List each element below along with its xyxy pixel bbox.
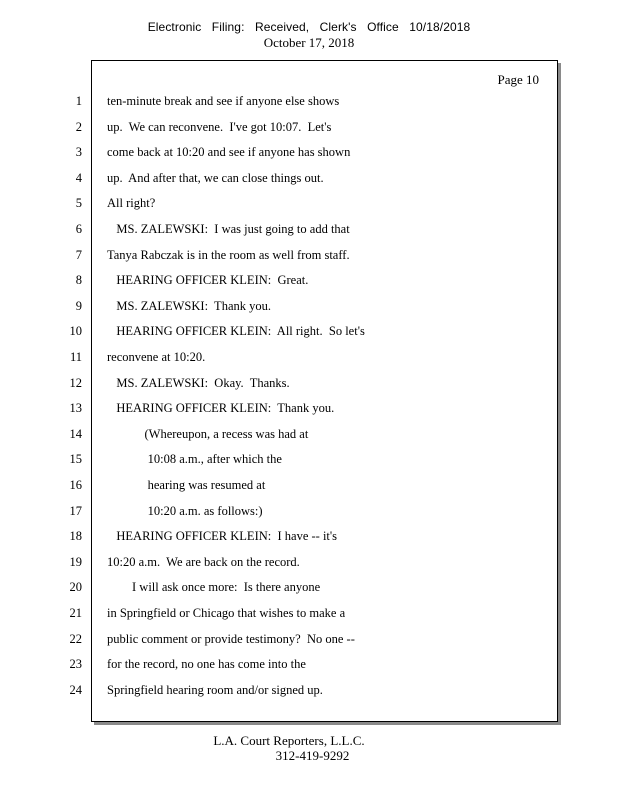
line-number: 19 — [69, 555, 82, 569]
line-number: 20 — [69, 580, 82, 594]
line-number: 15 — [69, 452, 82, 466]
line-text: (Whereupon, a recess was had at — [107, 427, 309, 441]
line-text: public comment or provide testimony? No one -- — [107, 632, 355, 646]
line-text: up. And after that, we can close things out. — [107, 171, 324, 185]
line-number: 5 — [75, 196, 82, 210]
line-text: HEARING OFFICER KLEIN: Great. — [107, 273, 309, 287]
line-number: 7 — [75, 248, 82, 262]
line-text: Tanya Rabczak is in the room as well from staff. — [107, 248, 350, 262]
line-text: HEARING OFFICER KLEIN: I have -- it's — [107, 529, 338, 543]
line-text: come back at 10:20 and see if anyone has shown — [107, 145, 351, 159]
line-text: MS. ZALEWSKI: Thank you. — [107, 299, 271, 313]
line-number: 8 — [75, 273, 82, 287]
line-number: 13 — [69, 401, 82, 415]
filing-stamp: Electronic Filing: Received, Clerk's Office 10/18/2018 — [147, 20, 471, 34]
line-number: 24 — [69, 683, 82, 697]
line-number: 23 — [69, 657, 82, 671]
line-text: up. We can reconvene. I've got 10:07. Let's — [107, 120, 332, 134]
line-text: 10:20 a.m. as follows:) — [107, 504, 263, 518]
line-text: HEARING OFFICER KLEIN: Thank you. — [107, 401, 335, 415]
line-number: 10 — [69, 324, 82, 338]
line-text: MS. ZALEWSKI: I was just going to add that — [107, 222, 350, 236]
line-text: I will ask once more: Is there anyone — [107, 580, 321, 594]
line-text: MS. ZALEWSKI: Okay. Thanks. — [107, 376, 290, 390]
line-number: 18 — [69, 529, 82, 543]
reporter-phone: 312-419-9292 — [275, 748, 350, 763]
line-text: reconvene at 10:20. — [107, 350, 206, 364]
line-number: 2 — [75, 120, 82, 134]
line-number: 4 — [75, 171, 82, 185]
line-number: 22 — [69, 632, 82, 646]
reporter-company: L.A. Court Reporters, L.L.C. — [213, 733, 365, 748]
line-number: 17 — [69, 504, 82, 518]
line-text: hearing was resumed at — [107, 478, 266, 492]
line-text: for the record, no one has come into the — [107, 657, 306, 671]
line-text: in Springfield or Chicago that wishes to make a — [107, 606, 346, 620]
line-number: 6 — [75, 222, 82, 236]
line-text: HEARING OFFICER KLEIN: All right. So let's — [107, 324, 365, 338]
line-number: 21 — [69, 606, 82, 620]
line-text: Springfield hearing room and/or signed up. — [107, 683, 323, 697]
line-number: 11 — [69, 350, 82, 364]
line-text: 10:20 a.m. We are back on the record. — [107, 555, 300, 569]
line-number: 14 — [69, 427, 82, 441]
line-text: 10:08 a.m., after which the — [107, 452, 282, 466]
line-text: ten-minute break and see if anyone else shows — [107, 94, 340, 108]
line-number: 3 — [75, 145, 82, 159]
line-number: 1 — [75, 94, 82, 108]
line-number: 16 — [69, 478, 82, 492]
line-number: 9 — [75, 299, 82, 313]
document-date: October 17, 2018 — [263, 35, 355, 50]
line-number: 12 — [69, 376, 82, 390]
page-number: Page 10 — [497, 72, 539, 87]
line-text: All right? — [107, 196, 156, 210]
